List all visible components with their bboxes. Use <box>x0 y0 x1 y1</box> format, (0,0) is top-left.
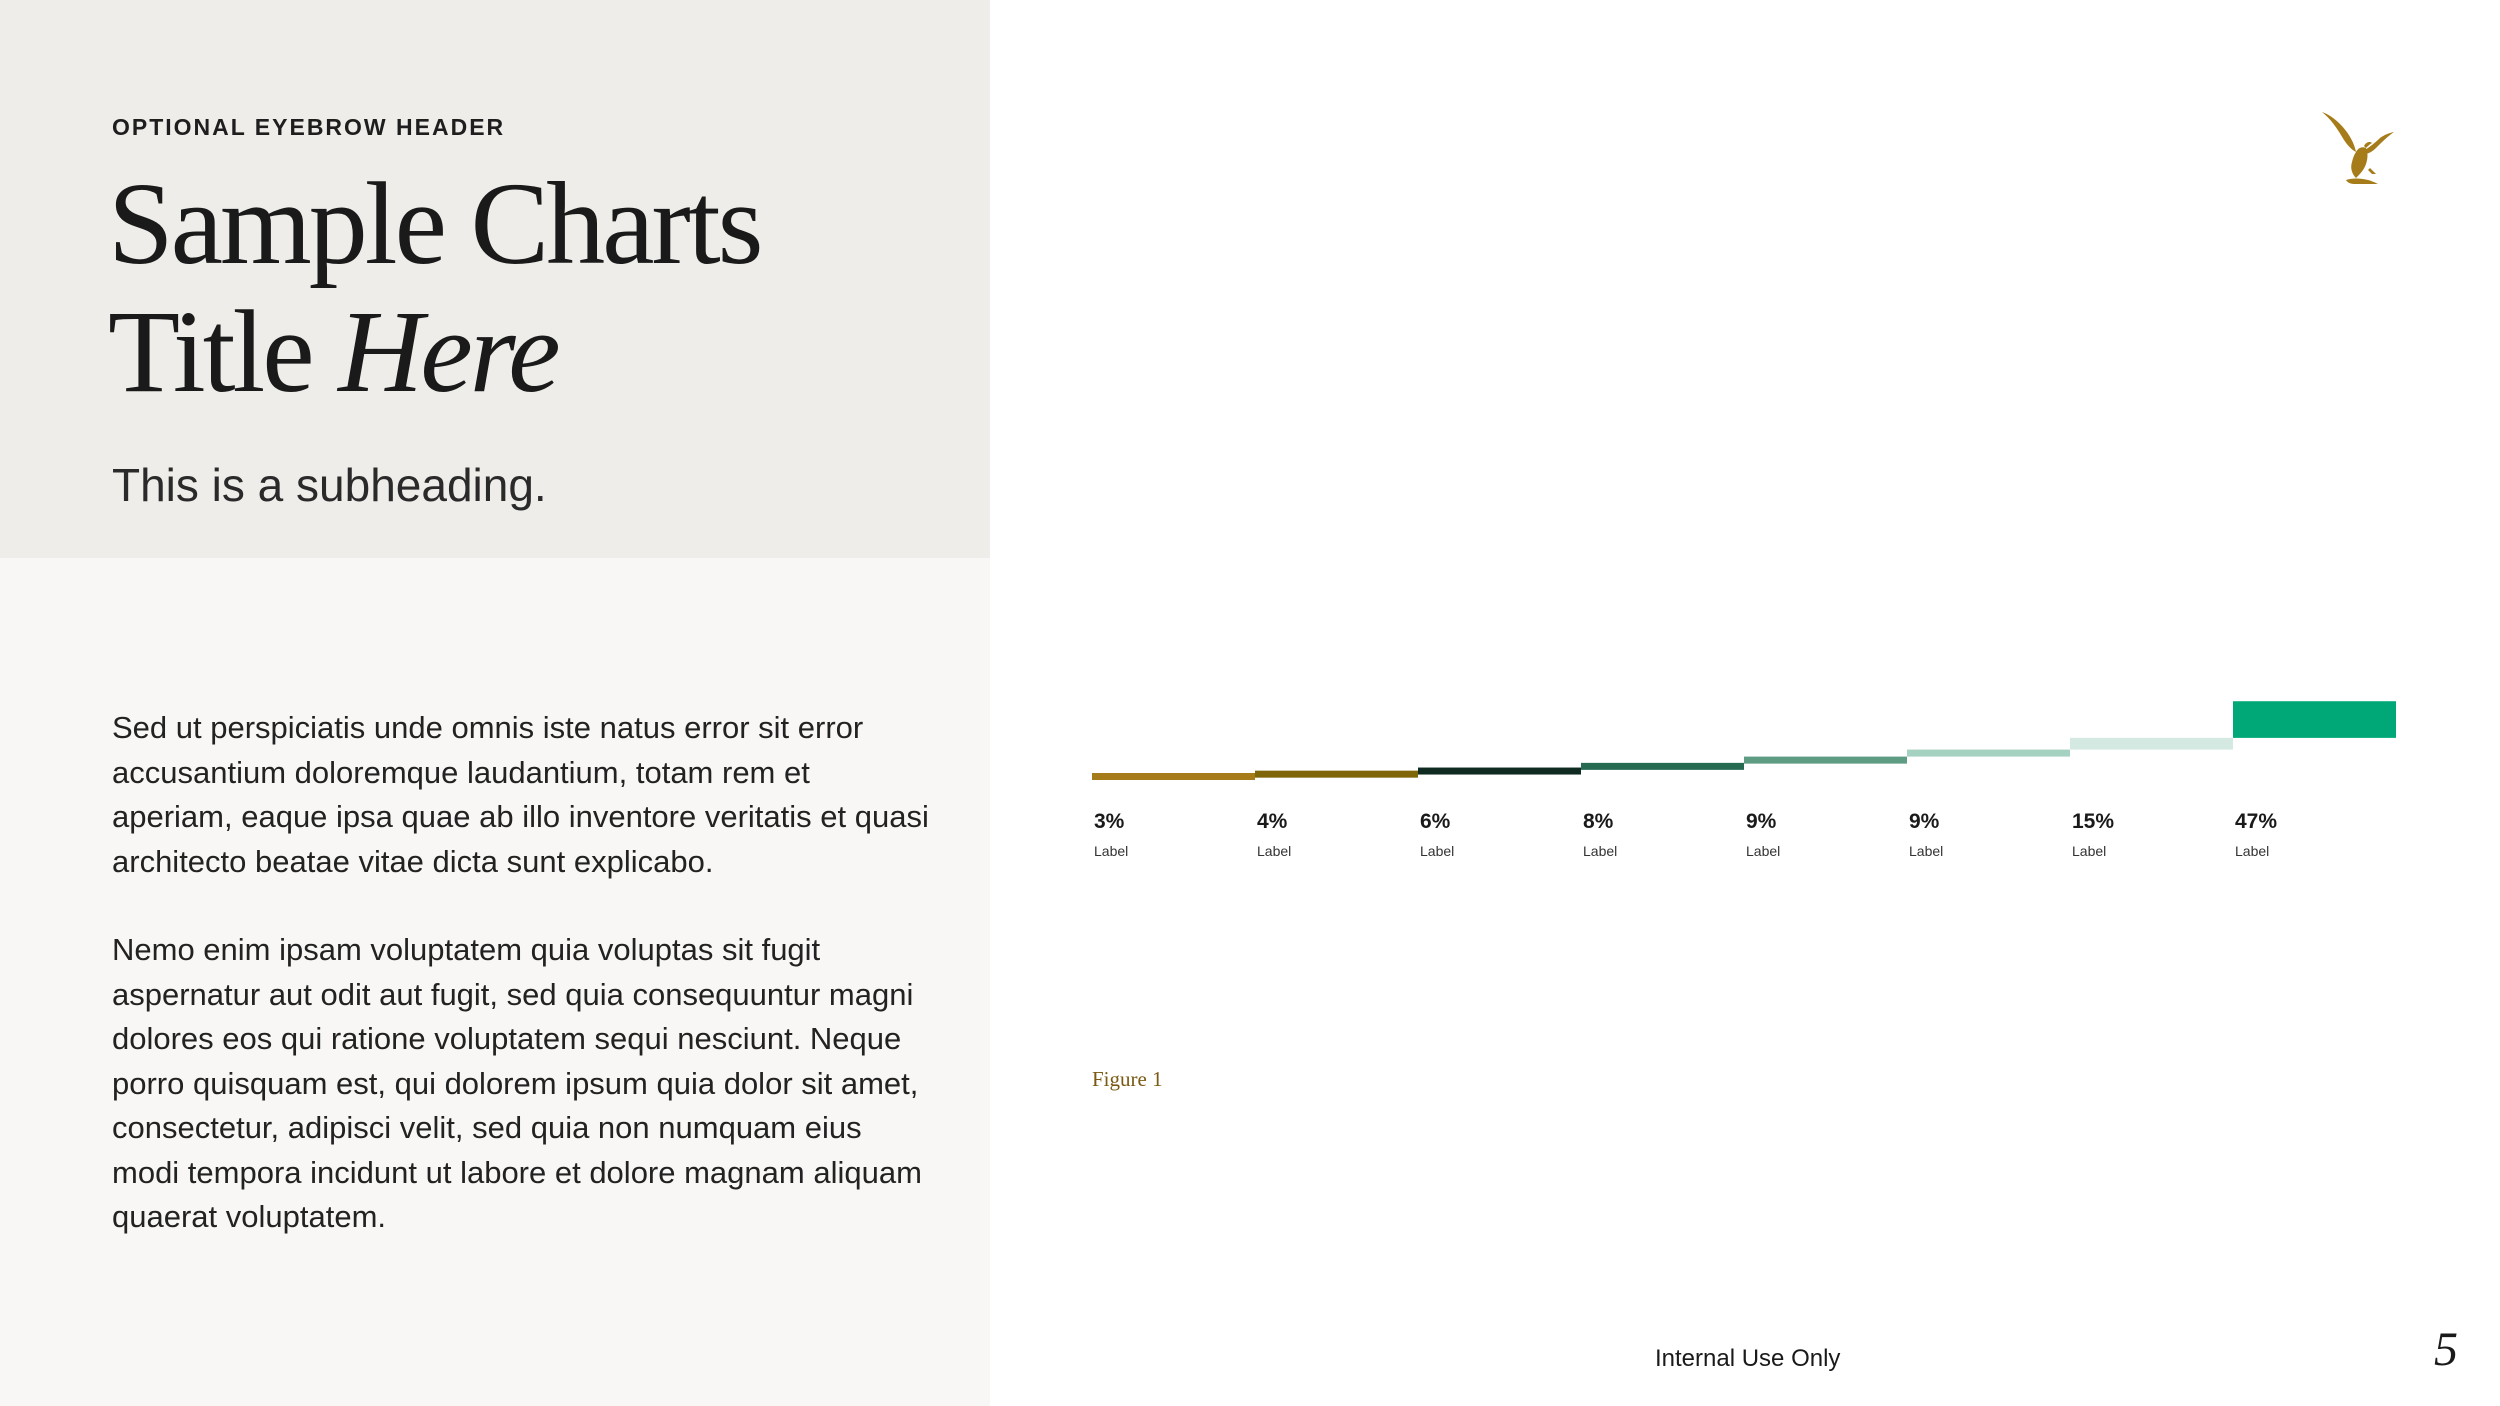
chart-category-label: Label <box>1583 843 1618 859</box>
title-line-2-plain: Title <box>108 286 339 417</box>
chart-value-label: 15% <box>2072 810 2115 833</box>
chart-value-label: 3% <box>1094 810 1125 833</box>
eagle-icon <box>2318 108 2400 190</box>
page-number: 5 <box>2434 1323 2458 1376</box>
chart-category-label: Label <box>1094 843 1129 859</box>
chart-bar <box>1418 768 1581 775</box>
chart-category-label: Label <box>1746 843 1781 859</box>
chart-category-label: Label <box>1420 843 1455 859</box>
chart-value-label: 47% <box>2235 810 2278 833</box>
chart-value-label: 6% <box>1420 810 1451 833</box>
chart-value-label: 4% <box>1257 810 1288 833</box>
chart-bar <box>1092 773 1255 780</box>
figure-caption: Figure 1 <box>1092 1067 1163 1091</box>
chart-category-label: Label <box>1909 843 1944 859</box>
chart-value-label: 8% <box>1583 810 1614 833</box>
chart-bars <box>1092 701 2396 780</box>
chart-bar <box>1581 763 1744 770</box>
subheading: This is a subheading. <box>112 459 547 511</box>
title-line-2-italic: Here <box>338 286 558 417</box>
chart-bar <box>1744 757 1907 764</box>
chart-value-label: 9% <box>1909 810 1940 833</box>
chart-category-label: Label <box>2235 843 2270 859</box>
page-title <box>108 160 968 416</box>
waterfall-chart <box>1080 540 2410 880</box>
chart-value-label: 9% <box>1746 810 1777 833</box>
chart-bar <box>2070 738 2233 750</box>
chart-value-labels <box>1094 810 2277 833</box>
chart-category-label: Label <box>2072 843 2107 859</box>
body-text <box>112 706 932 1284</box>
body-paragraph-2: Nemo enim ipsam voluptatem quia voluptas sit fugit aspernatur aut odit aut fugit, sed quia consequuntur magni dolores eos qui ratione voluptatem sequi nesciunt. Neque porro quisquam est, qui dolorem ipsum quia dolor sit amet, consectetur, adipisci velit, sed quia non numquam eius modi tempora incidunt ut labore et dolore magnam aliquam quaerat voluptatem. <box>112 932 922 1234</box>
chart-bar <box>1907 750 2070 757</box>
chart-category-labels <box>1094 843 2269 859</box>
chart-category-label: Label <box>1257 843 1292 859</box>
footer-label: Internal Use Only <box>1655 1345 1841 1372</box>
title-line-1: Sample Charts <box>108 158 761 289</box>
body-paragraph-1: Sed ut perspiciatis unde omnis iste natus error sit error accusantium doloremque laudantium, totam rem et aperiam, eaque ipsa quae ab illo inventore veritatis et quasi architecto beatae vitae dicta sunt explicabo. <box>112 710 929 879</box>
eyebrow-header: OPTIONAL EYEBROW HEADER <box>112 114 506 140</box>
chart-bar <box>1255 771 1418 778</box>
chart-bar <box>2233 701 2396 738</box>
